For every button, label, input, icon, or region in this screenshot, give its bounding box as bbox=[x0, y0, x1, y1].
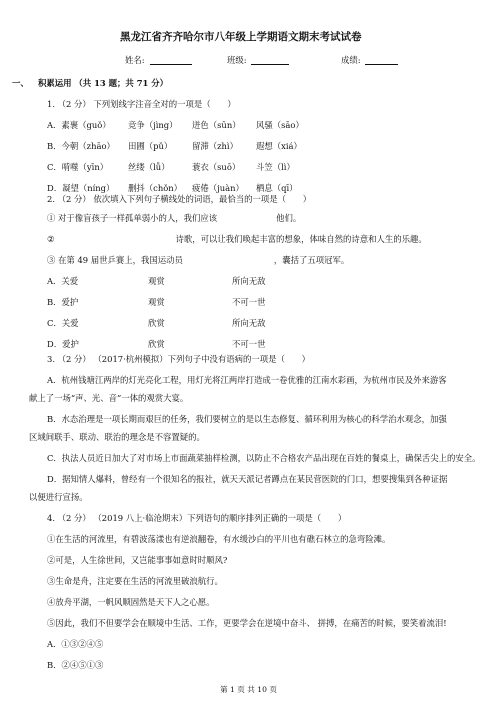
q3-a-line-1: A．杭州钱塘江两岸的灯光亮化工程，用灯光将江两岸打造成一卷优雅的江南水彩画，为杭州市民及外来游客 bbox=[47, 375, 447, 385]
q4-option-a[interactable]: A．①③②④⑤ bbox=[47, 639, 104, 649]
q1-a-3: 迸色（sūn） bbox=[192, 120, 241, 130]
q2-a-1: A．关爱 bbox=[47, 276, 79, 286]
section-title: 积累运用 （共 13 题；共 71 分） bbox=[38, 78, 169, 88]
q1-c-1: C．啃噬（yīn） bbox=[47, 162, 109, 172]
q2-c-2: 欣赏 bbox=[148, 318, 165, 328]
q1-c-3: 蓑衣（suō） bbox=[192, 162, 241, 172]
q4-sentence-5: ⑤因此，我们不但要学会在顺境中生活、工作，更要学会在逆境中奋斗、 拼搏，在痛苦的时候，要笑着流泪! bbox=[47, 618, 447, 628]
q1-b-1: B．今朝（zhāo） bbox=[47, 141, 115, 151]
q1-d-2: 删抖（chǒn） bbox=[128, 183, 183, 193]
q3-b-line-2: 区域间联手、联动、联治的理念是不容置疑的。 bbox=[29, 432, 205, 442]
q4-option-b[interactable]: B．②④⑤①③ bbox=[47, 660, 104, 670]
q2-b-2: 观赏 bbox=[148, 297, 165, 307]
q4-sentence-2: ②可是，人生徐世间，又岂能事事如意时时顺风? bbox=[47, 555, 228, 565]
q1-c-4: 斗笠（lì） bbox=[256, 162, 295, 172]
q2-sentence-1 bbox=[47, 213, 301, 224]
q2-a-2: 观赏 bbox=[148, 276, 165, 286]
q1-b-2: 田圃（pǔ） bbox=[128, 141, 173, 151]
q2-d-1: D．爱护 bbox=[47, 339, 79, 349]
q1-a-2: 竞争（jìng） bbox=[128, 120, 178, 130]
q2-s2-start: ② bbox=[47, 234, 55, 244]
q4-sentence-3: ③生命是舟，注定要在生活的河流里破浪航行。 bbox=[47, 576, 223, 586]
q2-blank-2[interactable] bbox=[56, 234, 176, 242]
q1-stem: 1. （2 分） 下列划线字注音全对的一项是（ ） bbox=[47, 99, 236, 109]
q2-s3-end: ，囊括了五项冠军。 bbox=[273, 255, 350, 265]
q2-stem: 2. （2 分） 依次填入下列句子横线处的词语，最恰当的一项是（ ） bbox=[47, 194, 312, 204]
q1-d-3: 疲倦（juàn） bbox=[192, 183, 244, 193]
q1-d-4: 栖息（qī） bbox=[256, 183, 298, 193]
q4-sentence-4: ④放舟平湖，一帆风顺固然是天下人之心愿。 bbox=[47, 597, 215, 607]
q2-d-3: 不可一世 bbox=[232, 339, 266, 349]
q2-b-1: B．爱护 bbox=[47, 297, 79, 307]
q3-b-line-1: B．水态治理是一项长期而艰巨的任务，我们要树立的是以生态修复、循环利用为核心的科学治水观念，加强 bbox=[47, 414, 447, 424]
q1-d-1: D．凝望（níng） bbox=[47, 183, 115, 193]
q2-sentence-2 bbox=[47, 234, 427, 245]
q3-stem: 3. （2 分） （2017·杭州模拟）下列句子中没有语病的一项是（ ） bbox=[47, 354, 311, 364]
q4-sentence-1: ①在生活的河流里，有碧波荡漾也有逆浪翻卷，有水缓沙白的平川也有礁石林立的急弯险滩。 bbox=[47, 534, 391, 544]
q2-blank-3[interactable] bbox=[184, 255, 274, 263]
name-field[interactable] bbox=[150, 56, 192, 65]
q2-c-1: C．关爱 bbox=[47, 318, 79, 328]
q2-a-3: 所向无敌 bbox=[232, 276, 266, 286]
class-field[interactable] bbox=[251, 56, 289, 65]
q3-c-line-1: C．执法人员近日加大了对市场上市面蔬菜抽样检测，以防止不合格农产品出现在百姓的餐桌上，确保舌尖上的安全。 bbox=[47, 453, 481, 463]
q2-s2-end: 诗歌，可以让我们唤起丰富的想象，体味自然的诗意和人生的乐趣。 bbox=[175, 234, 427, 244]
q1-a-1: A．素裹（guǒ） bbox=[47, 120, 111, 130]
q2-b-3: 不可一世 bbox=[232, 297, 266, 307]
q3-a-line-2: 献上了一场“声、光、音”一体的观赏大宴。 bbox=[29, 393, 189, 403]
q2-s1-end: 他们。 bbox=[276, 213, 302, 223]
q2-blank-1[interactable] bbox=[218, 213, 276, 221]
q3-d-line-2: 以便进行宣扬。 bbox=[29, 492, 88, 502]
q4-stem: 4. （2 分） （2019 八上·临沧期末）下列语句的顺序排列正确的一项是（ ） bbox=[47, 513, 347, 523]
q2-s3-start: ③ 在第 49 届世乒赛上，我国运动员 bbox=[47, 255, 183, 265]
q2-d-2: 欣赏 bbox=[148, 339, 165, 349]
q1-c-2: 丝缕（lǚ） bbox=[128, 162, 170, 172]
section-number: 一、 bbox=[12, 78, 29, 88]
page-title: 黑龙江省齐齐哈尔市八年级上学期语文期末考试试卷 bbox=[120, 31, 362, 43]
q2-c-3: 所向无敌 bbox=[232, 318, 266, 328]
page-footer: 第 1 页 共 10 页 bbox=[220, 685, 277, 694]
class-label: 班级: bbox=[227, 55, 247, 65]
q2-s1-start: ① 对于像盲孩子一样孤单弱小的人，我们应该 bbox=[47, 213, 218, 223]
q1-b-3: 留滞（zhì） bbox=[192, 141, 238, 151]
q3-d-line-1: D．据知情人爆料，曾经有一个很知名的报社，就天天派记者蹲点在某民营医院的门口，想要搜集到各种证据 bbox=[47, 474, 448, 484]
name-label: 姓名: bbox=[125, 55, 145, 65]
q1-b-4: 遐想（xiá） bbox=[256, 141, 302, 151]
score-label: 成绩: bbox=[341, 55, 361, 65]
q2-sentence-3 bbox=[47, 255, 349, 266]
score-field[interactable] bbox=[365, 56, 398, 65]
q1-a-4: 风骚（sāo） bbox=[256, 120, 304, 130]
